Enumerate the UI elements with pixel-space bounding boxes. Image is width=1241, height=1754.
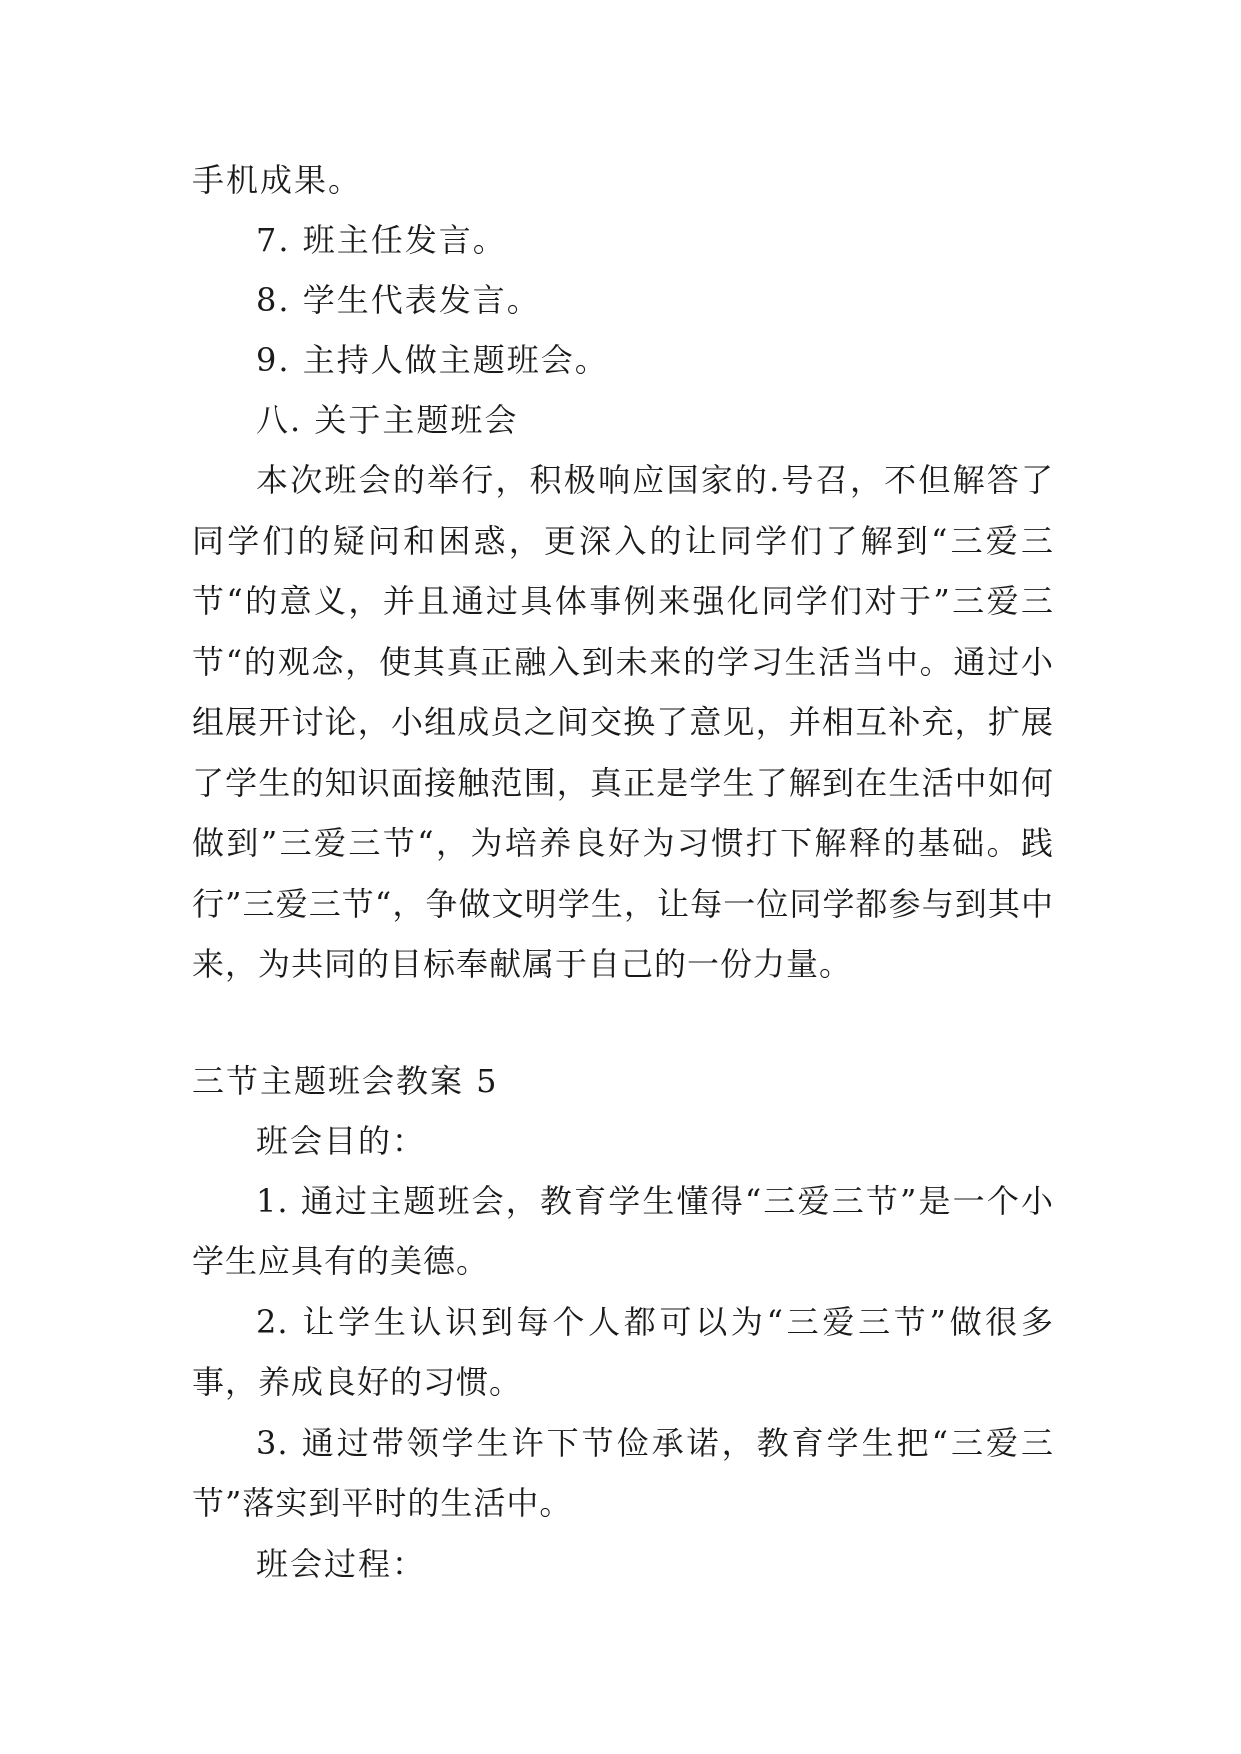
list-item: 7. 班主任发言。 xyxy=(256,221,507,259)
purpose-item: 2. 让学生认识到每个人都可以为“三爱三节”做很多事，养成良好的习惯。 xyxy=(192,1302,1054,1401)
process-heading: 班会过程： xyxy=(256,1544,427,1583)
purpose-item: 1. 通过主题班会，教育学生懂得“三爱三节”是一个小学生应具有的美德。 xyxy=(192,1181,1054,1280)
spacer xyxy=(192,995,1054,1051)
purpose-heading: 班会目的： xyxy=(256,1121,427,1160)
document-page xyxy=(192,150,1054,1594)
list-item: 9. 主持人做主题班会。 xyxy=(256,341,609,379)
lesson-title: 三节主题班会教案 5 xyxy=(192,1061,499,1100)
continued-line: 手机成果。 xyxy=(192,161,363,199)
list-item: 8. 学生代表发言。 xyxy=(256,281,541,319)
summary-paragraph: 本次班会的举行，积极响应国家的.号召，不但解答了同学们的疑问和困惑，更深入的让同学们了解到“三爱三节“的意义，并且通过具体事例来强化同学们对于”三爱三节“的观念，使其真正融入到未来的学习生活当中。通过小组展开讨论，小组成员之间交换了意见，并相互补充，扩展了学生的知识面接触范围，真正是学生了解到在生活中如何做到”三爱三节“，为培养良好为习惯打下解释的基础。践行”三爱三节“，争做文明学生，让每一位同学都参与到其中来，为共同的目标奉献属于自己的一份力量。 xyxy=(192,461,1054,983)
purpose-item: 3. 通过带领学生许下节俭承诺，教育学生把“三爱三节”落实到平时的生活中。 xyxy=(192,1423,1054,1522)
section-heading: 八. 关于主题班会 xyxy=(256,401,519,439)
